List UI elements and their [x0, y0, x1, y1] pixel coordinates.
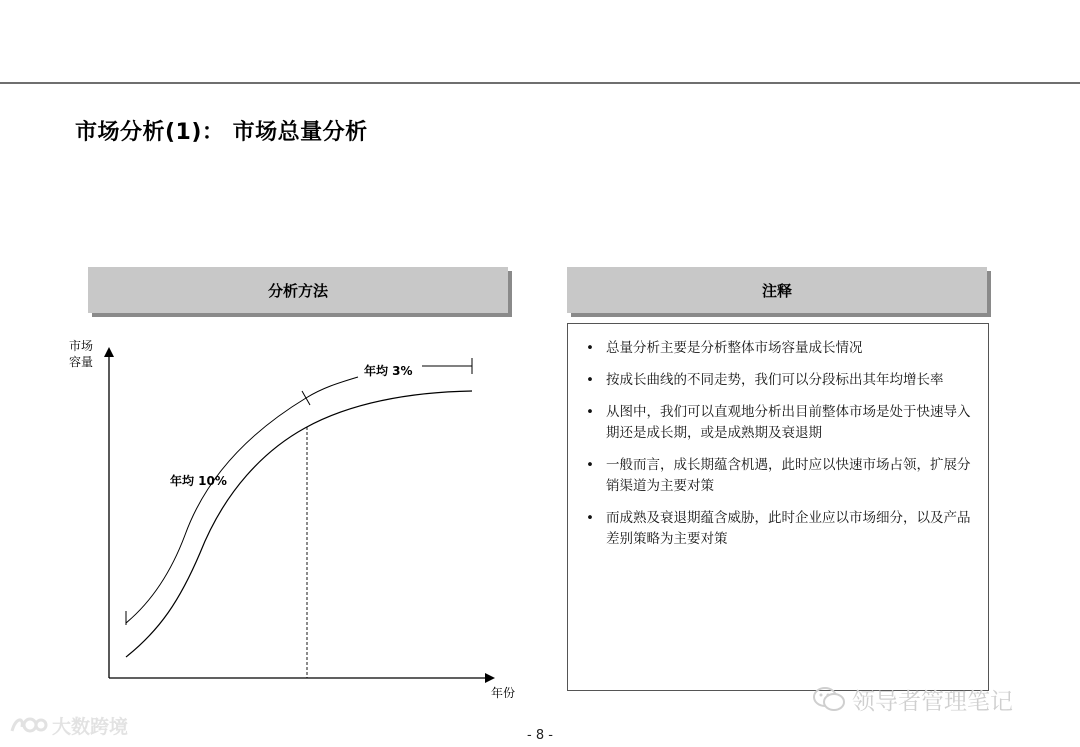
- bullet-icon: •: [586, 404, 594, 420]
- note-text: 总量分析主要是分析整体市场容量成长情况: [606, 340, 863, 356]
- mature-phase-bracket: [306, 377, 358, 398]
- growth-phase-bracket: [126, 398, 306, 623]
- notes-header-label: 注释: [761, 281, 792, 300]
- watermark-right-text: 领导者管理笔记: [852, 688, 1013, 715]
- x-axis-arrow: [485, 673, 495, 683]
- top-divider: [0, 82, 1080, 84]
- bullet-icon: •: [586, 510, 594, 526]
- bullet-icon: •: [586, 457, 594, 473]
- page-title: 市场分析(1)： 市场总量分析: [75, 120, 368, 145]
- y-axis-arrow: [104, 347, 114, 357]
- watermark-left-text: 大数跨境: [52, 715, 129, 738]
- note-text: 而成熟及衰退期蕴含威胁，此时企业应以市场细分，以及产品差别策略为主要对策: [606, 510, 971, 547]
- bullet-icon: •: [586, 340, 594, 356]
- analysis-method-header-label: 分析方法: [267, 281, 328, 300]
- note-item: [586, 402, 972, 444]
- wechat-icon: [812, 685, 846, 713]
- watermark-right: [812, 683, 1013, 715]
- notes-box: [567, 323, 989, 691]
- notes-header: [567, 267, 987, 313]
- note-item: [586, 455, 972, 497]
- note-text: 按成长曲线的不同走势，我们可以分段标出其年均增长率: [606, 372, 944, 388]
- y-axis-label-line1: 市场: [69, 339, 94, 353]
- y-axis-label-line2: 容量: [69, 355, 94, 369]
- page-number: - 8 -: [527, 728, 553, 743]
- note-text: 从图中，我们可以直观地分析出目前整体市场是处于快速导入期还是成长期，或是成熟期及衰退期: [606, 404, 971, 441]
- market-size-curve: [126, 391, 472, 657]
- growth-curve-diagram: [60, 335, 530, 705]
- analysis-method-header: [88, 267, 508, 313]
- note-item: [586, 508, 972, 550]
- note-item: [586, 370, 972, 391]
- notes-list: [568, 324, 988, 550]
- late-rate-label: 年均 3%: [364, 364, 413, 378]
- note-item: [586, 338, 972, 359]
- note-text: 一般而言，成长期蕴含机遇，此时应以快速市场占领，扩展分销渠道为主要对策: [606, 457, 971, 494]
- early-rate-label: 年均 10%: [170, 474, 227, 488]
- bullet-icon: •: [586, 372, 594, 388]
- x-axis-label: 年份: [491, 686, 516, 700]
